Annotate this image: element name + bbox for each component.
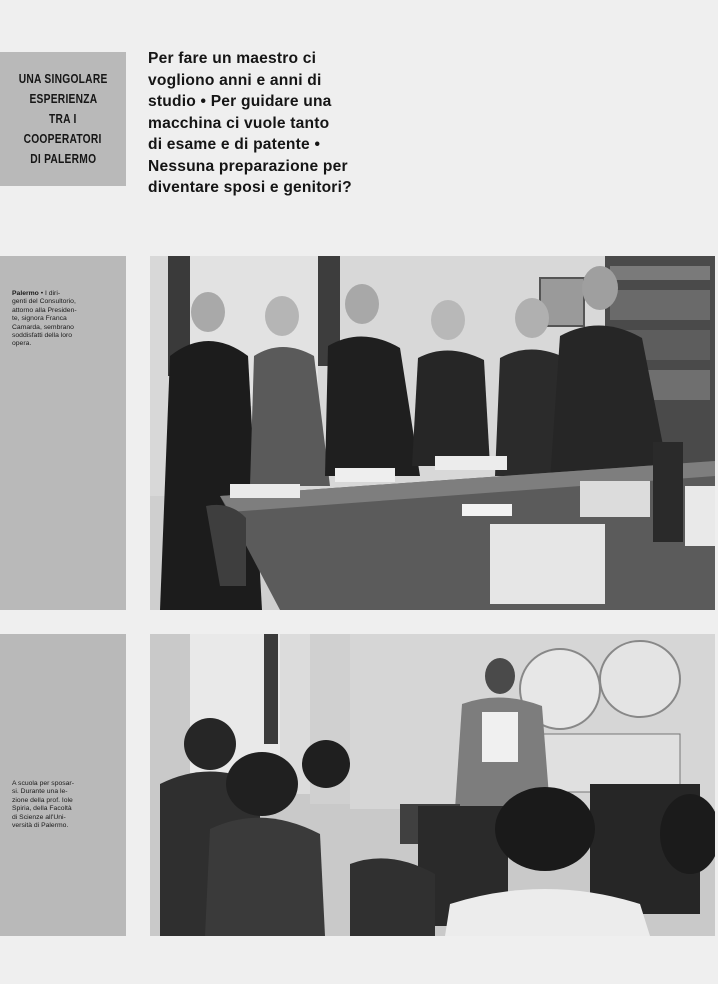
photo-lecture [150, 634, 715, 936]
caption-line: soddisfatti della loro [12, 332, 73, 340]
kicker-line: COOPERATORI [23, 132, 103, 146]
headline-line: Nessuna preparazione per [148, 157, 348, 175]
kicker-line: TRA I [49, 112, 77, 126]
caption-line: • I diri- [40, 290, 61, 297]
kicker-line: ESPERIENZA [29, 92, 97, 106]
caption-lead: Palermo [12, 290, 39, 297]
kicker-box [0, 52, 126, 186]
caption-line: Spiria, della Facoltà [12, 805, 72, 813]
photo-lecture-image [150, 634, 715, 936]
caption-panel-top [0, 256, 126, 610]
kicker-line: DI PALERMO [29, 152, 97, 166]
caption-line: versità di Palermo. [12, 822, 69, 830]
caption-line: opera. [12, 340, 32, 348]
caption-line: si. Durante una le- [12, 788, 68, 796]
photo-group-meeting-image [150, 256, 715, 610]
headline-line: macchina ci vuole tanto [148, 114, 330, 132]
caption-line: Camarda, sembrano [12, 323, 74, 331]
headline-line: studio • Per guidare una [148, 93, 332, 110]
caption-line: A scuola per sposar- [12, 780, 74, 787]
headline [148, 48, 408, 199]
caption-panel-bottom [0, 634, 126, 936]
photo-group-meeting [150, 256, 715, 610]
photo-caption-top [12, 290, 98, 349]
kicker-line: UNA SINGOLARE [18, 72, 108, 86]
photo-caption-bottom [12, 780, 98, 830]
headline-line: di esame e di patente • [148, 136, 321, 153]
caption-line: te, signora Franca [12, 315, 67, 323]
caption-line: attorno alla Presiden- [12, 306, 77, 314]
caption-line: genti del Consultorio, [12, 298, 76, 306]
headline-line: vogliono anni e anni di [148, 71, 322, 89]
caption-line: zione della prof. Iole [12, 796, 73, 804]
caption-line: di Scienze all'Uni- [12, 813, 66, 821]
headline-line: Per fare un maestro ci [148, 50, 317, 67]
headline-line: diventare sposi e genitori? [148, 179, 352, 196]
